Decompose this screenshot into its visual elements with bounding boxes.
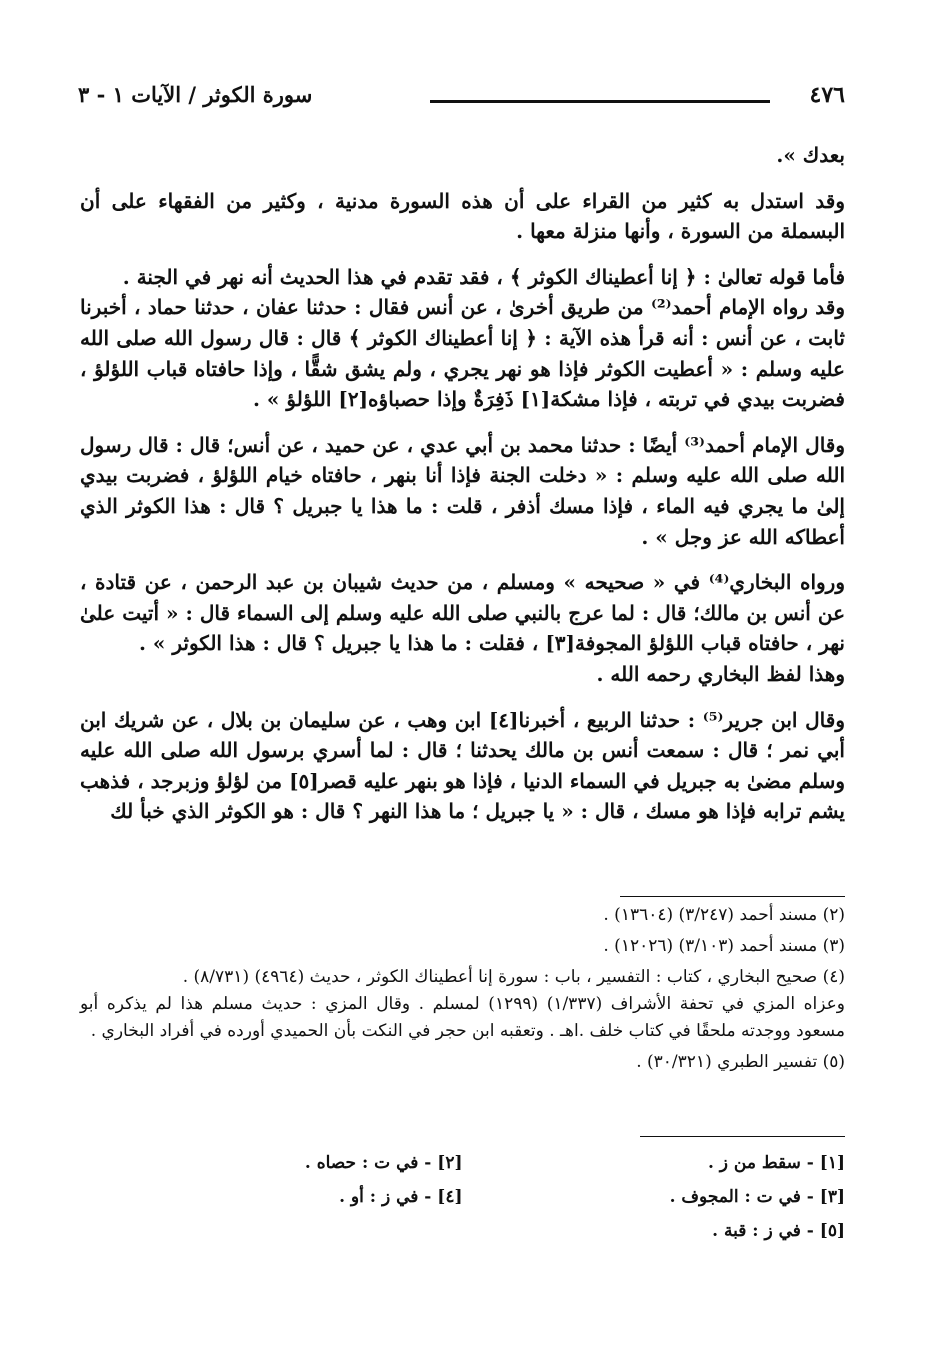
- header-rule: [430, 100, 770, 103]
- manuscript-variants: [80, 1150, 845, 1244]
- footnote: (٣) مسند أحمد (٣/١٠٣) (١٢٠٢٦) .: [603, 936, 845, 956]
- variant-note: [٤] - في ز : أو .: [339, 1187, 463, 1207]
- paragraph: ورواه البخاري⁽⁴⁾ في « صحيحه » ومسلم ، من حديث شيبان بن عبد الرحمن ، عن قتادة ، عن أنس بن مالك؛ قال : لما عرج بالنبي صلى الله عليه وسلم إلى السماء قال : « أتيت علىٰ نهر ، حافتاه قباب اللؤلؤ المجوفة[٣] ، فقلت : ما هذا يا جبريل ؟ قال : هذا الكوثر » . وهذا لفظ البخاري رحمه الله .: [80, 570, 845, 686]
- footnote: (٤) صحيح البخاري ، كتاب : التفسير ، باب : سورة إنا أعطيناك الكوثر ، حديث (٤٩٦٤) (٨/٧٣١) . وعزاه المزي في تحفة الأشراف (١/٣٣٧) (١٢٩٩) لمسلم . وقال المزي : حديث مسلم هذا لم يذكره أبو مسعود ووجدته ملحقًا في كتاب خلف .اهـ . وتعقبه ابن حجر في النكت بأن الحميدي أورده في أفراد البخاري .: [80, 967, 845, 1041]
- page-number: ٤٧٦: [809, 82, 845, 108]
- footnotes: [80, 902, 845, 1080]
- variant-note: [١] - سقط من ز .: [707, 1153, 845, 1173]
- page-header: [78, 82, 845, 122]
- main-text: [80, 140, 845, 842]
- paragraph: وقد استدل به كثير من القراء على أن هذه السورة مدنية ، وكثير من الفقهاء على أن البسملة من السورة ، وأنها منزلة معها .: [80, 188, 845, 244]
- footnote: (٥) تفسير الطبري (٣٠/٣٢١) .: [636, 1052, 845, 1072]
- paragraph: وقال الإمام أحمد⁽³⁾ أيضًا : حدثنا محمد بن أبي عدي ، عن حميد ، عن أنس؛ قال : قال رسول الله صلى الله عليه وسلم : « دخلت الجنة فإذا أنا بنهر ، حافتاه خيام اللؤلؤ ، فضربت بيدي إلىٰ ما يجري فيه الماء ، فإذا مسك أذفر ، قلت : ما هذا يا جبريل ؟ قال : هذا الكوثر الذي أعطاكه الله عز وجل » .: [80, 432, 845, 549]
- running-title: سورة الكوثر / الآيات ١ - ٣: [78, 82, 313, 107]
- variant-note: [٢] - في ت : حصاه .: [304, 1153, 463, 1173]
- variant-note: [٥] - في ز : قبة .: [712, 1221, 845, 1241]
- footnote-rule: [620, 896, 845, 897]
- footnote: (٢) مسند أحمد (٣/٢٤٧) (١٣٦٠٤) .: [603, 905, 845, 925]
- paragraph: وقال ابن جرير⁽⁵⁾ : حدثنا الربيع ، أخبرنا[٤] ابن وهب ، عن سليمان بن بلال ، عن شريك ابن أبي نمر ؛ قال : سمعت أنس بن مالك يحدثنا ؛ قال : لما أسري برسول الله صلى الله عليه وسلم مضىٰ به جبريل في السماء الدنيا ، فإذا هو بنهر عليه قصر[٥] من لؤلؤ وزبرجد ، فذهب يشم ترابه فإذا هو مسك ، قال : « يا جبريل ؛ ما هذا النهر ؟ قال : هو الكوثر الذي خبأ لك: [79, 707, 845, 824]
- paragraph: فأما قوله تعالىٰ : ﴿ إنا أعطيناك الكوثر ﴾ ، فقد تقدم في هذا الحديث أنه نهر في الجنة . وقد رواه الإمام أحمد⁽²⁾ من طريق أخرىٰ ، عن أنس فقال : حدثنا عفان ، حدثنا حماد ، أخبرنا ثابت ، عن أنس : أنه قرأ هذه الآية : ﴿ إنا أعطيناك الكوثر ﴾ قال : قال رسول الله صلى الله عليه وسلم : « أعطيت الكوثر فإذا هو نهر يجري ، ولم يشق شقًّا ، وإذا حافتاه قباب اللؤلؤ ، فضربت بيدي في تربته ، فإذا مشكة[١] ذَفِرَةٌ وإذا حصباؤه[٢] اللؤلؤ » .: [80, 264, 845, 412]
- paragraph: بعدك ».: [776, 143, 845, 167]
- variant-note: [٣] - في ت : المجوف .: [669, 1187, 845, 1207]
- variants-rule: [640, 1136, 845, 1137]
